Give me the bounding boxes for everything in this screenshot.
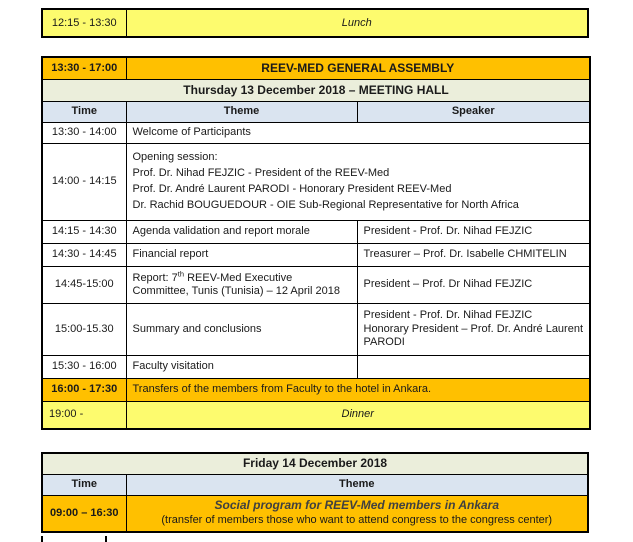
report-theme-text: REEV-Med Executive (184, 271, 293, 284)
summary-speaker-cell (357, 303, 590, 355)
summary-time-cell: 15:00-15.30 (42, 303, 126, 355)
lunch-label-cell: Lunch (126, 9, 588, 37)
opening-line: Prof. Dr. André Laurent PARODI - Honorary President REEV-Med (132, 183, 452, 195)
schedule-row-report (42, 266, 590, 303)
agenda-speaker-cell: President - Prof. Dr. Nihad FEJZIC (357, 220, 590, 243)
assembly-title-cell: REEV-MED GENERAL ASSEMBLY (126, 57, 590, 79)
opening-line: Prof. Dr. Nihad FEJZIC - President of the REEV-Med (132, 167, 390, 179)
summary-theme-cell: Summary and conclusions (126, 303, 357, 355)
summary-speaker-line: President - Prof. Dr. Nihad FEJZIC (363, 309, 533, 321)
social-time-cell: 09:00 – 16:30 (42, 495, 126, 532)
thursday-date-row (42, 79, 590, 101)
schedule-row-agenda (42, 220, 590, 243)
friday-date-row (42, 453, 588, 474)
schedule-row-summary (42, 303, 590, 355)
col-header-speaker: Speaker (357, 101, 590, 122)
schedule-row-opening (42, 143, 590, 220)
transfers-time-cell: 16:00 - 17:30 (42, 378, 126, 401)
schedule-row-financial (42, 243, 590, 266)
summary-speaker-line: Honorary President – Prof. Dr. André Laurent PARODI (363, 323, 584, 348)
agenda-time-cell: 14:15 - 14:30 (42, 220, 126, 243)
faculty-time-cell: 15:30 - 16:00 (42, 355, 126, 378)
dinner-time-cell: 19:00 - (42, 401, 126, 429)
social-program-title: Social program for REEV-Med members in Ankara (214, 498, 500, 513)
report-theme-superscript: th (177, 268, 185, 278)
friday-column-header-row (42, 474, 588, 495)
schedule-row-faculty (42, 355, 590, 378)
col-header-theme: Theme (126, 101, 357, 122)
transfers-theme-cell: Transfers of the members from Faculty to the hotel in Ankara. (126, 378, 590, 401)
dinner-label-cell: Dinner (126, 401, 590, 429)
assembly-time-cell: 13:30 - 17:00 (42, 57, 126, 79)
welcome-time-cell: 13:30 - 14:00 (42, 122, 126, 143)
thursday-date-cell: Thursday 13 December 2018 – MEETING HALL (42, 79, 590, 101)
social-theme-cell (126, 495, 588, 532)
agenda-theme-cell: Agenda validation and report morale (126, 220, 357, 243)
report-theme-cell (126, 266, 357, 303)
faculty-theme-cell: Faculty visitation (126, 355, 357, 378)
assembly-table (41, 56, 591, 430)
report-theme-text: Committee, Tunis (Tunisia) – 12 April 2018 (132, 284, 340, 297)
partial-row-column-divider (105, 536, 107, 542)
report-speaker-cell: President – Prof. Dr Nihad FEJZIC (357, 266, 590, 303)
schedule-row-dinner (42, 401, 590, 429)
col-header-time: Time (42, 101, 126, 122)
financial-time-cell: 14:30 - 14:45 (42, 243, 126, 266)
schedule-row-transfers (42, 378, 590, 401)
report-time-cell: 14:45-15:00 (42, 266, 126, 303)
welcome-theme-cell: Welcome of Participants (126, 122, 590, 143)
opening-line: Opening session: (132, 151, 218, 163)
friday-table (41, 452, 589, 533)
opening-theme-cell (126, 143, 590, 220)
opening-line: Dr. Rachid BOUGUEDOUR - OIE Sub-Regional Representative for North Africa (132, 199, 519, 211)
financial-theme-cell: Financial report (126, 243, 357, 266)
faculty-speaker-cell (357, 355, 590, 378)
lunch-time-cell: 12:15 - 13:30 (42, 9, 126, 37)
opening-time-cell: 14:00 - 14:15 (42, 143, 126, 220)
lunch-table (41, 8, 589, 38)
report-theme-text: Report: 7 (132, 271, 178, 284)
column-header-row (42, 101, 590, 122)
friday-date-cell: Friday 14 December 2018 (42, 453, 588, 474)
schedule-row-social (42, 495, 588, 532)
social-program-subtitle: (transfer of members those who want to attend congress to the congress center) (161, 514, 553, 527)
friday-col-header-time: Time (42, 474, 126, 495)
partial-next-row (41, 536, 589, 542)
financial-speaker-cell: Treasurer – Prof. Dr. Isabelle CHMITELIN (357, 243, 590, 266)
friday-col-header-theme: Theme (126, 474, 588, 495)
assembly-header-row (42, 57, 590, 79)
lunch-row (42, 9, 588, 37)
schedule-row-welcome (42, 122, 590, 143)
